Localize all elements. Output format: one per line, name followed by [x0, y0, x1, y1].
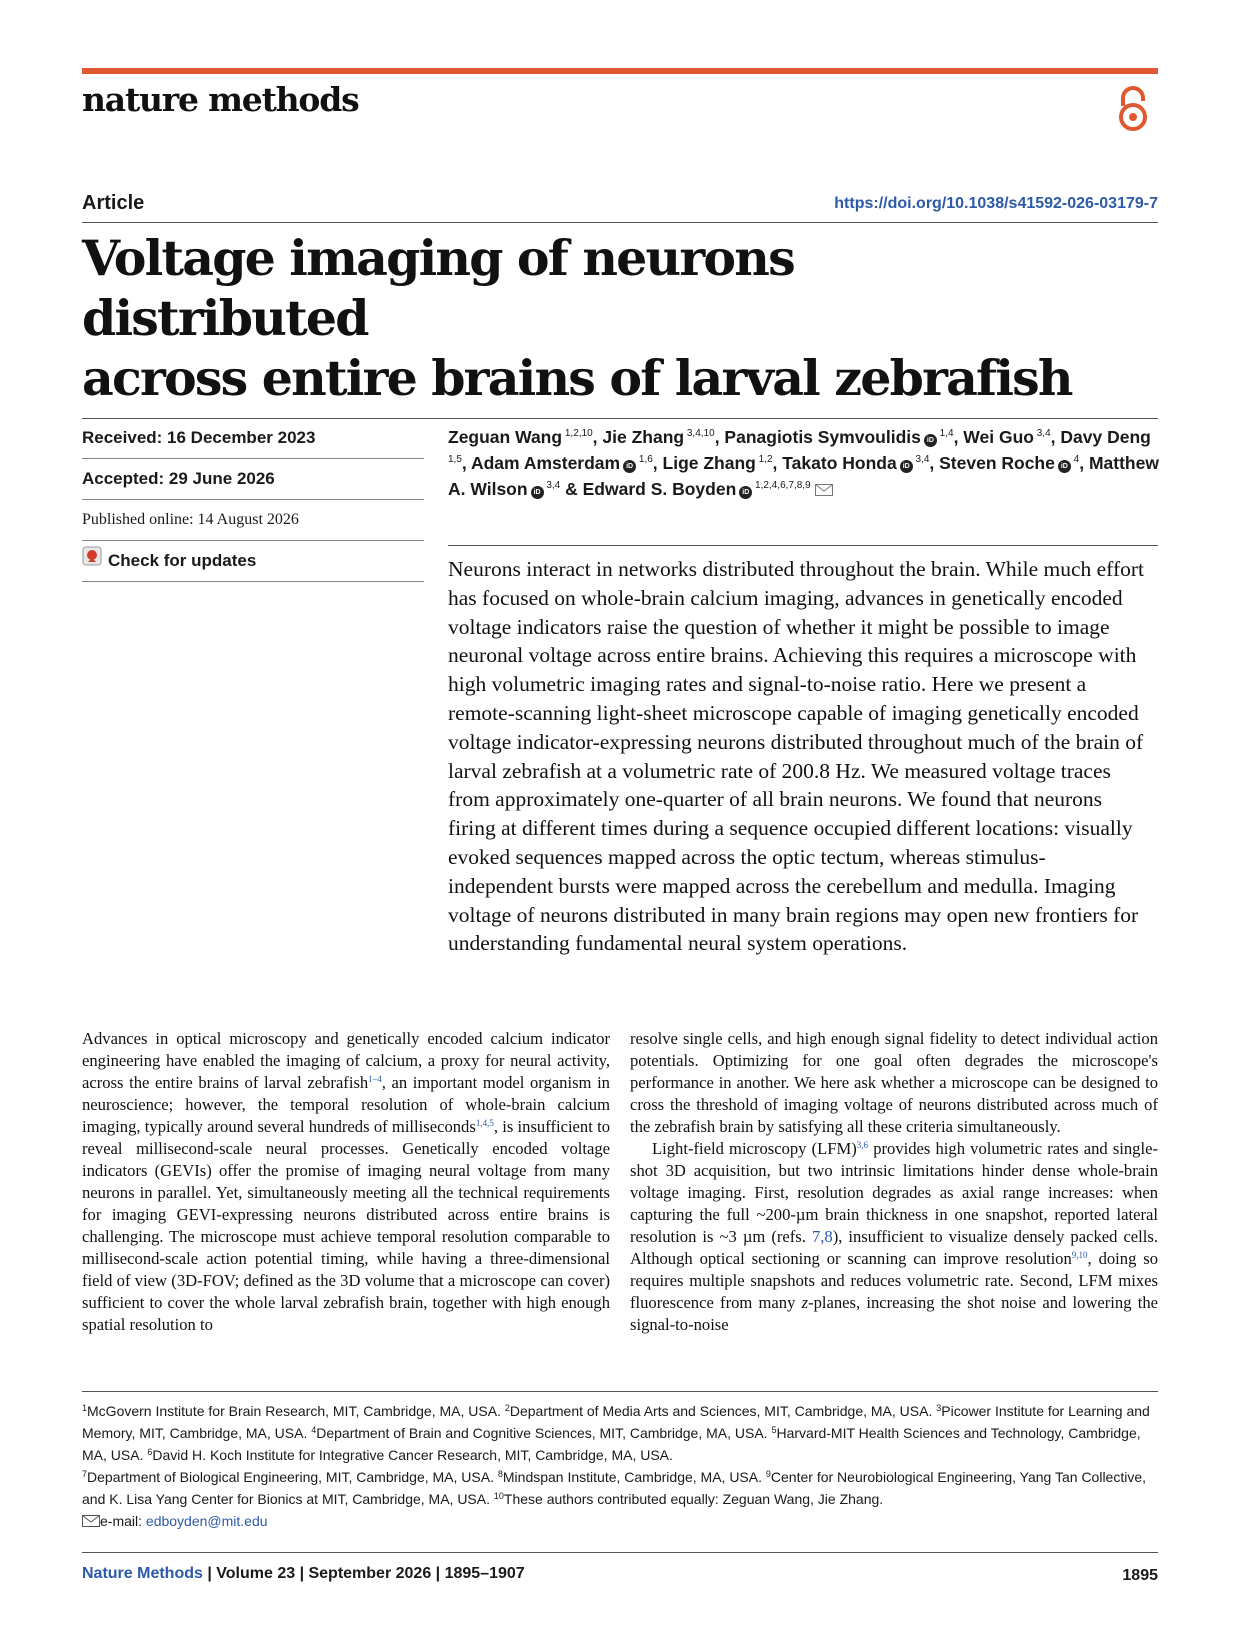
title-line-1: Voltage imaging of neurons distributed [82, 229, 794, 347]
header-rule [82, 222, 1158, 223]
orcid-icon[interactable]: iD [531, 486, 544, 499]
affiliation: Department of Media Arts and Sciences, MIT, Cambridge, MA, USA. [509, 1403, 937, 1419]
orcid-icon[interactable]: iD [900, 460, 913, 473]
email-label: e-mail: [100, 1513, 146, 1529]
author-name-text: Wei Guo [963, 427, 1034, 447]
open-access-lock-icon [1116, 86, 1150, 137]
citation-link[interactable]: 7,8 [811, 1227, 833, 1246]
author-affiliation-marker: 1,6 [636, 454, 653, 465]
check-updates-label: Check for updates [108, 551, 257, 570]
corresponding-email-icon[interactable] [811, 479, 833, 499]
body-text: Light-field microscopy (LFM) [652, 1139, 857, 1158]
email-link[interactable]: edboyden@mit.edu [145, 1513, 268, 1529]
accepted-date: Accepted: 29 June 2026 [82, 459, 424, 500]
author-affiliation-marker: 1,2 [755, 454, 773, 465]
affiliation: Harvard-MIT Health Sciences and Technology, Cambridge, MA, USA. [82, 1425, 1141, 1463]
article-dates [82, 418, 424, 582]
author-affiliation-marker: 3,4 [543, 480, 561, 491]
author-name-text: Steven Roche [939, 453, 1055, 473]
author-name[interactable] [963, 427, 1050, 447]
orcid-icon[interactable]: iD [924, 434, 937, 447]
author-name[interactable] [663, 453, 773, 473]
author-name[interactable] [782, 453, 929, 473]
author-name-text: Matthew A. Wilson [448, 453, 1159, 499]
article-type-label: Article [82, 192, 145, 214]
author-name[interactable] [448, 427, 593, 447]
aff-marker: 2 [504, 1403, 510, 1413]
footer-citation [82, 1565, 525, 1583]
footer-volume-info: | Volume 23 | September 2026 | 1895–1907 [202, 1565, 525, 1582]
author-name[interactable] [602, 427, 714, 447]
article-title [82, 228, 1082, 408]
aff-marker: 3 [936, 1403, 942, 1413]
citation-link[interactable]: 3,6 [856, 1140, 869, 1150]
aff-marker: 7 [82, 1469, 88, 1479]
aff-marker: 1 [82, 1403, 88, 1413]
citation-link[interactable]: 1,4,5 [475, 1118, 494, 1128]
check-updates-icon [82, 541, 102, 581]
published-date: Published online: 14 August 2026 [82, 500, 424, 541]
body-paragraph: resolve single cells, and high enough signal fidelity to detect individual action potentials. Optimizing for one goal often degrades the microscope's performance in another. We here ask whether a microscope can be designed to cross the threshold of imaging voltage of neurons distributed across much of the zebrafish brain by satisfying all these criteria simultaneously. [630, 1029, 1158, 1136]
author-affiliation-marker: 1,4 [936, 428, 954, 439]
affiliation: McGovern Institute for Brain Research, MIT, Cambridge, MA, USA. [87, 1403, 505, 1419]
body-text-italic: z [801, 1293, 809, 1312]
footnote-rule [82, 1391, 1158, 1392]
affiliation: Picower Institute for Learning and Memory, MIT, Cambridge, MA, USA. [82, 1403, 1150, 1441]
aff-marker: 5 [771, 1425, 777, 1435]
body-text: , is insufficient to reveal millisecond-scale neural processes. Genetically encoded voltage indicators (GEVIs) offer the promise of imaging neural voltage from many neurons in parallel. Yet, simultaneously meeting all the technical requirements for imaging GEVI-expressing neurons distributed across entire brains is challenging. The microscope must achieve temporal resolution comparable to millisecond-scale action potential timing, while having a three-dimensional field of view (3D-FOV; defined as the 3D volume that a microscope can cover) sufficient to cover the whole larval zebrafish brain, together with high enough spatial resolution to [82, 1117, 611, 1334]
doi-link[interactable]: https://doi.org/10.1038/s41592-026-03179-7 [834, 195, 1158, 212]
author-name-text: Takato Honda [782, 453, 897, 473]
body-text: -planes, increasing the shot noise and lowering the signal-to-noise [630, 1293, 1158, 1334]
header-accent-bar [82, 68, 1158, 74]
body-column-left [82, 1028, 610, 1336]
page-number: 1895 [1122, 1567, 1158, 1584]
email-icon [82, 1513, 100, 1529]
author-name[interactable] [939, 453, 1079, 473]
body-text: , doing so requires multiple snapshots and reduces volumetric rate. Second, LFM mixes fluorescence from many [630, 1249, 1159, 1312]
orcid-icon[interactable]: iD [1058, 460, 1071, 473]
author-name[interactable] [724, 427, 953, 447]
equal-contribution-note: These authors contributed equally: Zeguan Wang, Jie Zhang. [503, 1491, 884, 1507]
author-affiliation-marker: 3,4,10 [684, 428, 715, 439]
aff-marker: 10 [493, 1491, 504, 1501]
author-name-text: Jie Zhang [602, 427, 685, 447]
author-affiliation-marker: 1,2,10 [562, 428, 593, 439]
author-affiliation-marker: 1,2,4,6,7,8,9 [752, 480, 811, 491]
affiliation: Department of Brain and Cognitive Sciences, MIT, Cambridge, MA, USA. [316, 1425, 772, 1441]
affiliation: Center for Neurobiological Engineering, Yang Tan Collective, and K. Lisa Yang Center for Bionics at MIT, Cambridge, MA, USA. [82, 1469, 1147, 1507]
affiliation: Department of Biological Engineering, MIT, Cambridge, MA, USA. [87, 1469, 498, 1485]
citation-link[interactable]: 9,10 [1071, 1250, 1088, 1260]
abstract-rule [448, 545, 1158, 546]
author-name-text: Edward S. Boyden [582, 479, 737, 499]
author-name-text: Davy Deng [1060, 427, 1151, 447]
body-text: , an important model organism in neuroscience; however, the temporal resolution of whole-brain calcium imaging, typically around several hundreds of milliseconds [82, 1073, 610, 1136]
aff-marker: 6 [147, 1447, 153, 1457]
author-name-text: Panagiotis Symvoulidis [724, 427, 921, 447]
affiliations [82, 1400, 1158, 1532]
author-affiliation-marker: 4 [1070, 454, 1080, 465]
check-updates-button[interactable] [82, 541, 424, 582]
body-text: Advances in optical microscopy and genetically encoded calcium indicator engineering have enabled the imaging of calcium, a proxy for neural activity, across the entire brains of larval zebrafish [82, 1029, 610, 1092]
orcid-icon[interactable]: iD [623, 460, 636, 473]
abstract: Neurons interact in networks distributed throughout the brain. While much effort has focused on whole-brain calcium imaging, advances in genetically encoded voltage indicators raise the question of whether it might be possible to image neuronal voltage across entire brains. Achieving this requires a microscope with high volumetric imaging rates and signal-to-noise ratio. Here we present a remote-scanning light-sheet microscope capable of imaging genetically encoded voltage indicator-expressing neurons distributed throughout much of the brain of larval zebrafish at a volumetric rate of 200.8 Hz. We measured voltage traces from approximately one-quarter of all brain neurons. We found that neurons firing at different times during a sequence occupied different locations: visually evoked sequences mapped across the optic tectum, whereas stimulus-independent bursts were mapped across the cerebellum and medulla. Imaging voltage of neurons distributed in many brain regions may open new frontiers for understanding fundamental neural system operations. [448, 557, 1144, 956]
author-name-text: Lige Zhang [662, 453, 756, 473]
journal-logo: nature methods [82, 80, 359, 119]
aff-marker: 4 [311, 1425, 317, 1435]
author-name[interactable] [471, 453, 653, 473]
author-list: Zeguan Wang $^{1,2,10}$, Jie Zhang $^{3,4,10}$, Panagiotis Symvoulidis iD $^{1,4}$, Wei Guo $^{3,4}$, Davy Deng $^{1,5}$, Adam Amsterdam iD $^{1,6}$, Lige Zhang $^{1,2}$, Takato Honda iD $^{3,4}$, Steven Roche iD $^4$, Matthew A. Wilson iD $^{3,4}$ & Edward S. Boyden iD $^{1,2,4,6,7,8,9}$ [448, 427, 1159, 499]
author-affiliation-marker: 3,4 [1033, 428, 1051, 439]
author-name-text: Adam Amsterdam [470, 453, 621, 473]
author-name-text: Zeguan Wang [448, 427, 563, 447]
author-affiliation-marker: 1,5 [448, 454, 462, 465]
received-date: Received: 16 December 2023 [82, 418, 424, 459]
affiliation: Mindspan Institute, Cambridge, MA, USA. [502, 1469, 766, 1485]
body-text: provides high volumetric rates and single-shot 3D acquisition, but two intrinsic limitations hinder dense whole-brain voltage imaging. First, resolution degrades as axial range increases: when capturing the full ~200-µm brain thickness in one snapshot, reported lateral resolution is ~3 µm (refs. [630, 1139, 1158, 1246]
orcid-icon[interactable]: iD [739, 486, 752, 499]
affiliation: David H. Koch Institute for Integrative Cancer Research, MIT, Cambridge, MA, USA. [152, 1447, 673, 1463]
title-line-2: across entire brains of larval zebrafish [82, 349, 1072, 407]
footer-rule [82, 1552, 1158, 1553]
body-text: ), insufficient to visualize densely packed cells. Although optical sectioning or scanning can improve resolution [630, 1227, 1159, 1268]
citation-link[interactable]: 1–4 [368, 1074, 382, 1084]
author-affiliation-marker: 3,4 [912, 454, 930, 465]
aff-marker: 8 [497, 1469, 503, 1479]
footer-journal: Nature Methods [82, 1565, 203, 1582]
aff-marker: 9 [765, 1469, 771, 1479]
body-paragraph [630, 1138, 1158, 1336]
author-name[interactable] [583, 479, 811, 499]
body-paragraph [82, 1028, 610, 1336]
body-column-right [630, 1028, 1158, 1336]
